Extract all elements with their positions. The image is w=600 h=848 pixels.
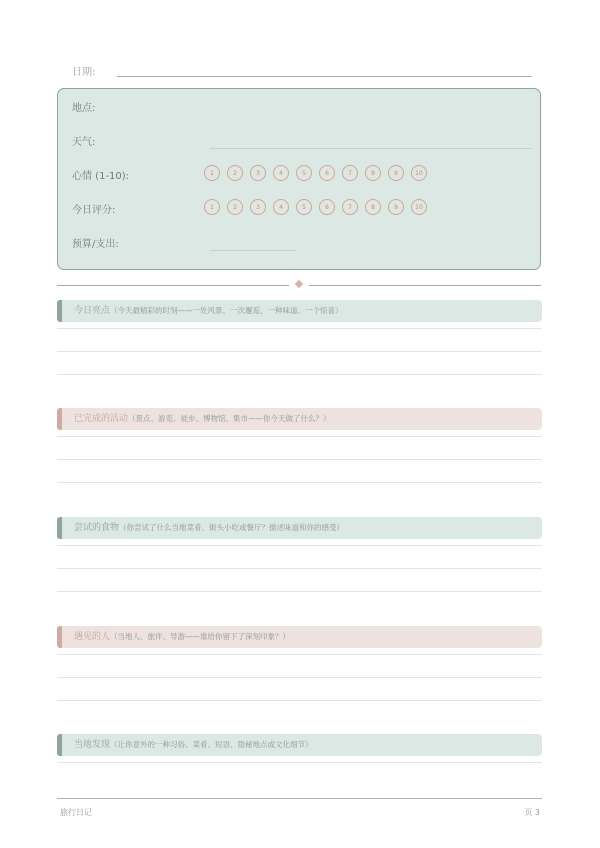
mood-option[interactable]: 8 <box>365 165 381 181</box>
rating-label: 今日评分: <box>72 205 116 216</box>
banner-accent-bar <box>57 408 62 430</box>
writing-line[interactable] <box>57 677 542 678</box>
mood-option[interactable]: 9 <box>388 165 404 181</box>
weather-label: 天气: <box>72 137 96 148</box>
mood-label: 心情 (1-10): <box>72 171 130 182</box>
rating-option[interactable]: 2 <box>227 199 243 215</box>
section-activities <box>57 408 542 483</box>
date-row <box>72 62 532 80</box>
footer-divider <box>57 798 542 799</box>
rating-option[interactable]: 10 <box>411 199 427 215</box>
writing-line[interactable] <box>57 328 542 329</box>
footer-page-number: 页 3 <box>524 808 540 817</box>
diamond-icon <box>295 280 303 288</box>
writing-line[interactable] <box>57 459 542 460</box>
banner-accent-bar <box>57 300 62 322</box>
section-food <box>57 517 542 592</box>
section-banner <box>57 517 542 539</box>
writing-line[interactable] <box>57 700 542 701</box>
divider-line-right <box>309 285 541 286</box>
section-hint: （你尝试了什么当地菜肴、街头小吃或餐厅？描述味道和你的感受） <box>119 523 345 532</box>
section-local-discoveries <box>57 734 542 763</box>
banner-accent-bar <box>57 626 62 648</box>
mood-scale <box>204 165 427 181</box>
weather-input-line[interactable] <box>210 148 532 149</box>
section-title: 当地发现 <box>74 740 111 750</box>
rating-option[interactable]: 9 <box>388 199 404 215</box>
writing-line[interactable] <box>57 482 542 483</box>
rating-option[interactable]: 6 <box>319 199 335 215</box>
mood-option[interactable]: 10 <box>411 165 427 181</box>
section-highlights <box>57 300 542 375</box>
date-label: 日期: <box>72 67 96 78</box>
section-banner <box>57 734 542 756</box>
budget-label: 预算/支出: <box>72 239 119 250</box>
rating-scale <box>204 199 427 215</box>
section-title: 今日亮点 <box>74 306 111 316</box>
section-people <box>57 626 542 701</box>
banner-accent-bar <box>57 517 62 539</box>
rating-option[interactable]: 1 <box>204 199 220 215</box>
section-hint: （今天最精彩的时刻——一处风景、一次邂逅、一种味道、一个惊喜） <box>110 306 343 315</box>
rating-option[interactable]: 5 <box>296 199 312 215</box>
info-card <box>57 88 541 270</box>
mood-option[interactable]: 3 <box>250 165 266 181</box>
writing-line[interactable] <box>57 436 542 437</box>
section-title: 已完成的活动 <box>74 414 129 424</box>
section-hint: （当地人、旅伴、导游——谁给你留下了深刻印象？） <box>110 632 291 641</box>
section-hint: （景点、游览、徒步、博物馆、集市——你今天做了什么？） <box>128 414 331 423</box>
writing-line[interactable] <box>57 591 542 592</box>
rating-option[interactable]: 3 <box>250 199 266 215</box>
mood-option[interactable]: 4 <box>273 165 289 181</box>
section-title: 尝试的食物 <box>74 523 120 533</box>
rating-option[interactable]: 7 <box>342 199 358 215</box>
rating-option[interactable]: 8 <box>365 199 381 215</box>
mood-option[interactable]: 2 <box>227 165 243 181</box>
writing-line[interactable] <box>57 351 542 352</box>
rating-option[interactable]: 4 <box>273 199 289 215</box>
mood-option[interactable]: 1 <box>204 165 220 181</box>
writing-line[interactable] <box>57 568 542 569</box>
writing-line[interactable] <box>57 374 542 375</box>
writing-line[interactable] <box>57 762 542 763</box>
section-hint: （让你意外的一种习俗、菜肴、短语、隐秘地点或文化细节） <box>110 740 313 749</box>
section-title: 遇见的人 <box>74 632 111 642</box>
mood-option[interactable]: 5 <box>296 165 312 181</box>
location-label: 地点: <box>72 103 96 114</box>
ornament-divider <box>57 281 541 289</box>
date-input-line[interactable] <box>117 76 532 77</box>
mood-option[interactable]: 6 <box>319 165 335 181</box>
section-banner <box>57 300 542 322</box>
writing-line[interactable] <box>57 545 542 546</box>
banner-accent-bar <box>57 734 62 756</box>
divider-line-left <box>57 285 289 286</box>
writing-line[interactable] <box>57 654 542 655</box>
section-banner <box>57 626 542 648</box>
footer-journal-title: 旅行日记 <box>60 808 92 817</box>
mood-option[interactable]: 7 <box>342 165 358 181</box>
budget-input-line[interactable] <box>210 250 296 251</box>
section-banner <box>57 408 542 430</box>
